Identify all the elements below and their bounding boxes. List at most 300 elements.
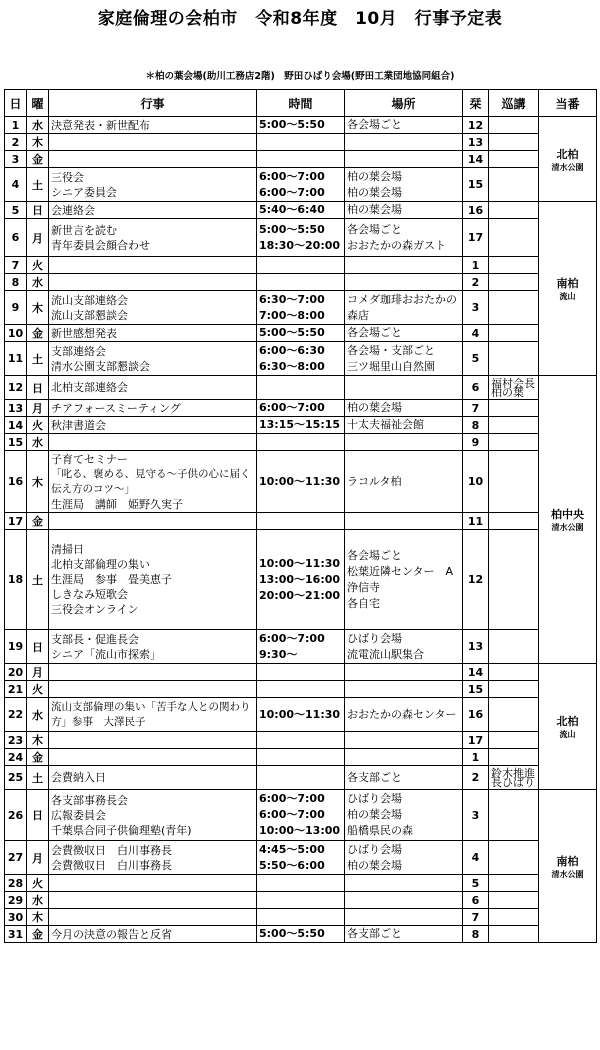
day-cell: 7: [5, 257, 27, 274]
day-cell: 30: [5, 909, 27, 926]
event-cell: [49, 790, 257, 841]
place-cell: [345, 434, 463, 451]
place-line: ひばり会場: [347, 792, 402, 805]
junko-cell: [489, 664, 539, 681]
time-cell: [257, 681, 345, 698]
event-cell: [49, 513, 257, 530]
table-row: [5, 117, 597, 134]
junko-cell: [489, 400, 539, 417]
toban-branch: 南柏: [556, 854, 579, 868]
event-line: 秋津書道会: [51, 418, 106, 432]
place-cell: [345, 875, 463, 892]
place-cell: [345, 219, 463, 257]
page-cell: 9: [463, 434, 489, 451]
weekday-cell: 水: [27, 117, 49, 134]
table-row: [5, 342, 597, 376]
junko-cell: [489, 342, 539, 376]
page-cell: 2: [463, 274, 489, 291]
junko-cell: [489, 926, 539, 943]
event-line: 千葉県合同子供倫理塾(青年): [51, 823, 192, 837]
page-title: 家庭倫理の会柏市 令和8年度 10月 行事予定表: [97, 9, 503, 29]
day-cell: 10: [5, 325, 27, 342]
toban-sub-branch: 清水公園: [551, 523, 584, 532]
page-cell: 17: [463, 732, 489, 749]
day-cell: 12: [5, 376, 27, 400]
table-row: [5, 766, 597, 790]
day-cell: 26: [5, 790, 27, 841]
day-cell: 31: [5, 926, 27, 943]
place-line: 各会場・支部ごと: [347, 343, 435, 357]
event-cell: [49, 376, 257, 400]
venue-note: ＊柏の葉会場(助川工務店2階) 野田ひばり会場(野田工業団地協同組合): [145, 71, 455, 82]
weekday-cell: 木: [27, 451, 49, 513]
place-cell: [345, 291, 463, 325]
weekday-cell: 月: [27, 664, 49, 681]
page-cell: 3: [463, 291, 489, 325]
place-cell: [345, 681, 463, 698]
event-cell: [49, 325, 257, 342]
day-cell: 28: [5, 875, 27, 892]
day-cell: 17: [5, 513, 27, 530]
event-cell: [49, 841, 257, 875]
place-line: 柏の葉会場: [347, 185, 402, 199]
weekday-cell: 火: [27, 257, 49, 274]
page-cell: 12: [463, 117, 489, 134]
toban-cell: [539, 376, 597, 664]
day-cell: 19: [5, 630, 27, 664]
page-cell: 4: [463, 841, 489, 875]
col-header-weekday: 曜: [27, 90, 49, 117]
page-cell: 3: [463, 790, 489, 841]
time-line: 6:00〜7:00: [259, 792, 325, 805]
event-cell: [49, 926, 257, 943]
time-cell: [257, 434, 345, 451]
time-line: 10:00〜11:30: [259, 707, 341, 721]
table-row: [5, 202, 597, 219]
junko-cell: [489, 291, 539, 325]
event-cell: [49, 681, 257, 698]
day-cell: 23: [5, 732, 27, 749]
toban-sub-branch: 流山: [559, 292, 576, 301]
day-cell: 20: [5, 664, 27, 681]
time-cell: [257, 202, 345, 219]
page-cell: 8: [463, 926, 489, 943]
table-row: [5, 400, 597, 417]
time-line: 9:30〜: [259, 647, 298, 661]
time-line: 5:50〜6:00: [259, 858, 325, 872]
junko-cell: [489, 168, 539, 202]
junko-cell: [489, 909, 539, 926]
table-row: [5, 257, 597, 274]
table-row: [5, 434, 597, 451]
toban-cell: [539, 790, 597, 943]
event-line: 会費徴収日 白川事務長: [51, 843, 172, 857]
col-header-toban: 当番: [539, 90, 597, 117]
page-cell: 14: [463, 151, 489, 168]
toban-sub-branch: 清水公園: [551, 869, 584, 879]
place-line: おおたかの森センター: [347, 707, 457, 721]
junko-cell: [489, 434, 539, 451]
event-line: 会費徴収日 白川事務長: [51, 858, 172, 872]
table-row: [5, 513, 597, 530]
toban-branch: 北柏: [556, 715, 579, 728]
place-line: 柏の葉会場: [347, 401, 402, 414]
time-line: 5:00〜5:50: [259, 222, 325, 236]
event-line: 三役会オンライン: [51, 603, 139, 616]
event-line: 支部長・促進長会: [51, 632, 139, 646]
junko-cell: [489, 219, 539, 257]
place-cell: [345, 342, 463, 376]
time-line: 6:00〜7:00: [259, 401, 325, 414]
place-cell: [345, 168, 463, 202]
event-line: 広報委員会: [51, 808, 106, 822]
page-cell: 2: [463, 766, 489, 790]
time-cell: [257, 875, 345, 892]
place-cell: [345, 749, 463, 766]
event-line: 生涯局 参事 畳美恵子: [51, 573, 172, 586]
day-cell: 8: [5, 274, 27, 291]
page-cell: 5: [463, 342, 489, 376]
event-cell: [49, 417, 257, 434]
junko-cell: [489, 790, 539, 841]
weekday-cell: 金: [27, 513, 49, 530]
junko-cell: [489, 530, 539, 630]
toban-cell: [539, 117, 597, 202]
junko-cell: [489, 417, 539, 434]
junko-cell: [489, 681, 539, 698]
day-cell: 9: [5, 291, 27, 325]
page-cell: 13: [463, 134, 489, 151]
schedule-body: [5, 117, 597, 943]
place-cell: [345, 134, 463, 151]
table-row: [5, 325, 597, 342]
junko-cell: [489, 841, 539, 875]
col-header-time: 時間: [257, 90, 345, 117]
page-cell: 4: [463, 325, 489, 342]
toban-branch: 北柏: [556, 147, 579, 161]
event-line: チアフォースミーティング: [51, 401, 181, 415]
weekday-cell: 日: [27, 202, 49, 219]
schedule-table: [4, 89, 597, 943]
place-cell: [345, 202, 463, 219]
junko-cell: [489, 698, 539, 732]
event-line: 今月の決意の報告と反省: [51, 927, 172, 941]
place-line: 船橋県民の森: [347, 824, 413, 837]
weekday-cell: 月: [27, 841, 49, 875]
table-row: [5, 875, 597, 892]
place-line: 三ツ堀里山自然園: [347, 359, 435, 373]
page-cell: 7: [463, 400, 489, 417]
time-line: 7:00〜8:00: [259, 308, 325, 322]
place-line: 柏の葉会場: [347, 169, 402, 183]
weekday-cell: 木: [27, 732, 49, 749]
day-cell: 27: [5, 841, 27, 875]
place-line: 松葉近隣センター A: [347, 564, 454, 578]
place-cell: [345, 909, 463, 926]
place-line: 各会場ごと: [347, 118, 402, 131]
time-cell: [257, 664, 345, 681]
junko-cell: [489, 325, 539, 342]
event-line: 各支部事務長会: [51, 793, 128, 807]
place-line: 十太夫福祉会館: [347, 418, 424, 431]
day-cell: 29: [5, 892, 27, 909]
place-line: ラコルタ柏: [347, 474, 402, 488]
day-cell: 6: [5, 219, 27, 257]
place-line: 流電流山駅集合: [347, 647, 424, 661]
place-line: 各支部ごと: [347, 927, 402, 940]
weekday-cell: 金: [27, 325, 49, 342]
event-cell: [49, 664, 257, 681]
table-row: [5, 376, 597, 400]
page-cell: 14: [463, 664, 489, 681]
time-cell: [257, 790, 345, 841]
day-cell: 13: [5, 400, 27, 417]
event-cell: [49, 219, 257, 257]
table-row: [5, 664, 597, 681]
time-cell: [257, 732, 345, 749]
time-line: 5:00〜5:50: [259, 927, 325, 940]
weekday-cell: 日: [27, 376, 49, 400]
event-line: 決意発表・新世配布: [51, 118, 150, 132]
time-line: 6:00〜7:00: [259, 808, 325, 821]
toban-cell: [539, 202, 597, 376]
weekday-cell: 火: [27, 417, 49, 434]
page-cell: 13: [463, 630, 489, 664]
page-cell: 16: [463, 698, 489, 732]
time-cell: [257, 168, 345, 202]
time-cell: [257, 530, 345, 630]
toban-branch: 柏中央: [551, 508, 584, 521]
time-line: 5:00〜5:50: [259, 326, 325, 339]
event-line: 会費納入日: [51, 771, 106, 784]
place-line: 柏の葉会場: [347, 203, 402, 216]
time-line: 18:30〜20:00: [259, 238, 341, 252]
table-row: [5, 732, 597, 749]
table-row: [5, 790, 597, 841]
event-line: シニア委員会: [51, 185, 117, 199]
page-cell: 11: [463, 513, 489, 530]
event-cell: [49, 530, 257, 630]
place-line: ひばり会場: [347, 842, 402, 856]
place-cell: [345, 926, 463, 943]
event-cell: [49, 892, 257, 909]
event-cell: [49, 151, 257, 168]
event-line: 北柏支部連絡会: [51, 381, 128, 394]
time-cell: [257, 274, 345, 291]
page-cell: 10: [463, 451, 489, 513]
place-cell: [345, 841, 463, 875]
day-cell: 18: [5, 530, 27, 630]
page-cell: 8: [463, 417, 489, 434]
event-cell: [49, 168, 257, 202]
event-cell: [49, 400, 257, 417]
day-cell: 24: [5, 749, 27, 766]
weekday-cell: 日: [27, 790, 49, 841]
toban-sub-branch: 流山: [559, 730, 576, 739]
table-row: [5, 291, 597, 325]
page-cell: 5: [463, 875, 489, 892]
event-line: 新世言を読む: [51, 223, 117, 237]
time-cell: [257, 749, 345, 766]
event-cell: [49, 117, 257, 134]
time-line: 6:30〜8:00: [259, 359, 325, 373]
junko-cell: [489, 117, 539, 134]
place-cell: [345, 151, 463, 168]
time-cell: [257, 219, 345, 257]
junko-cell: [489, 749, 539, 766]
table-row: [5, 134, 597, 151]
day-cell: 3: [5, 151, 27, 168]
junko-cell: [489, 274, 539, 291]
event-line: 新世感想発表: [51, 326, 117, 340]
time-cell: [257, 325, 345, 342]
header-row: [5, 90, 597, 117]
table-row: [5, 451, 597, 513]
place-line: 柏の葉会場: [347, 808, 402, 821]
weekday-cell: 月: [27, 219, 49, 257]
day-cell: 15: [5, 434, 27, 451]
event-cell: [49, 732, 257, 749]
weekday-cell: 金: [27, 926, 49, 943]
day-cell: 22: [5, 698, 27, 732]
time-cell: [257, 766, 345, 790]
time-cell: [257, 417, 345, 434]
event-cell: [49, 202, 257, 219]
junko-cell: [489, 892, 539, 909]
place-cell: [345, 117, 463, 134]
weekday-cell: 金: [27, 151, 49, 168]
event-line: しきなみ短歌会: [51, 588, 128, 601]
table-row: [5, 530, 597, 630]
place-cell: [345, 698, 463, 732]
time-cell: [257, 698, 345, 732]
event-cell: [49, 766, 257, 790]
event-cell: [49, 274, 257, 291]
weekday-cell: 日: [27, 630, 49, 664]
weekday-cell: 月: [27, 400, 49, 417]
time-line: 13:00〜16:00: [259, 572, 341, 586]
event-cell: [49, 451, 257, 513]
event-cell: [49, 342, 257, 376]
time-cell: [257, 909, 345, 926]
time-line: 6:00〜7:00: [259, 169, 325, 183]
event-cell: [49, 875, 257, 892]
time-cell: [257, 513, 345, 530]
page-cell: 17: [463, 219, 489, 257]
col-header-day: 日: [5, 90, 27, 117]
time-cell: [257, 151, 345, 168]
col-header-page: 栞: [463, 90, 489, 117]
time-cell: [257, 892, 345, 909]
weekday-cell: 水: [27, 274, 49, 291]
page-cell: 1: [463, 257, 489, 274]
place-cell: [345, 732, 463, 749]
place-line: 各会場ごと: [347, 548, 402, 562]
day-cell: 1: [5, 117, 27, 134]
time-cell: [257, 291, 345, 325]
time-cell: [257, 257, 345, 274]
event-cell: [49, 909, 257, 926]
time-cell: [257, 841, 345, 875]
junko-cell: [489, 732, 539, 749]
time-line: 10:00〜13:00: [259, 824, 341, 837]
time-cell: [257, 451, 345, 513]
time-line: 6:30〜7:00: [259, 292, 325, 306]
junko-cell: [489, 451, 539, 513]
day-cell: 21: [5, 681, 27, 698]
junko-cell: [489, 513, 539, 530]
junko-cell: [489, 202, 539, 219]
weekday-cell: 木: [27, 134, 49, 151]
event-line: 清掃日: [51, 543, 84, 556]
col-header-event: 行事: [49, 90, 257, 117]
weekday-cell: 土: [27, 342, 49, 376]
day-cell: 2: [5, 134, 27, 151]
table-row: [5, 841, 597, 875]
weekday-cell: 土: [27, 168, 49, 202]
weekday-cell: 土: [27, 530, 49, 630]
time-cell: [257, 400, 345, 417]
col-header-junko: 巡講: [489, 90, 539, 117]
junko-cell: [489, 257, 539, 274]
place-cell: [345, 274, 463, 291]
weekday-cell: 金: [27, 749, 49, 766]
time-line: 6:00〜6:30: [259, 343, 325, 357]
place-line: 各会場ごと: [347, 222, 402, 236]
junko-cell: [489, 875, 539, 892]
table-row: [5, 274, 597, 291]
place-line: 各自宅: [347, 596, 380, 610]
day-cell: 11: [5, 342, 27, 376]
page-cell: 16: [463, 202, 489, 219]
weekday-cell: 水: [27, 434, 49, 451]
place-line: 柏の葉会場: [347, 858, 402, 872]
day-cell: 25: [5, 766, 27, 790]
weekday-cell: 水: [27, 698, 49, 732]
time-line: 10:00〜11:30: [259, 474, 341, 488]
table-row: [5, 749, 597, 766]
table-row: [5, 892, 597, 909]
event-line: 青年委員会顔合わせ: [51, 238, 150, 252]
place-cell: [345, 257, 463, 274]
page-cell: 6: [463, 376, 489, 400]
event-cell: [49, 134, 257, 151]
weekday-cell: 火: [27, 681, 49, 698]
place-line: 各会場ごと: [347, 326, 402, 339]
junko-cell: [489, 151, 539, 168]
place-line: おおたかの森ガスト: [347, 238, 446, 252]
place-cell: [345, 766, 463, 790]
place-cell: [345, 451, 463, 513]
day-cell: 16: [5, 451, 27, 513]
time-line: 10:00〜11:30: [259, 556, 341, 570]
page-cell: 12: [463, 530, 489, 630]
place-line: ひばり会場: [347, 631, 402, 645]
junko-cell: [489, 134, 539, 151]
event-line: 子育てセミナー: [51, 452, 128, 466]
toban-cell: [539, 664, 597, 790]
place-cell: [345, 417, 463, 434]
day-cell: 4: [5, 168, 27, 202]
toban-branch: 南柏: [556, 277, 579, 290]
place-cell: [345, 630, 463, 664]
weekday-cell: 土: [27, 766, 49, 790]
day-cell: 5: [5, 202, 27, 219]
time-line: 6:00〜7:00: [259, 185, 325, 199]
event-line: 会連絡会: [51, 203, 95, 217]
event-line: 流山支部懇談会: [51, 308, 128, 322]
event-line: 三役会: [51, 170, 84, 184]
